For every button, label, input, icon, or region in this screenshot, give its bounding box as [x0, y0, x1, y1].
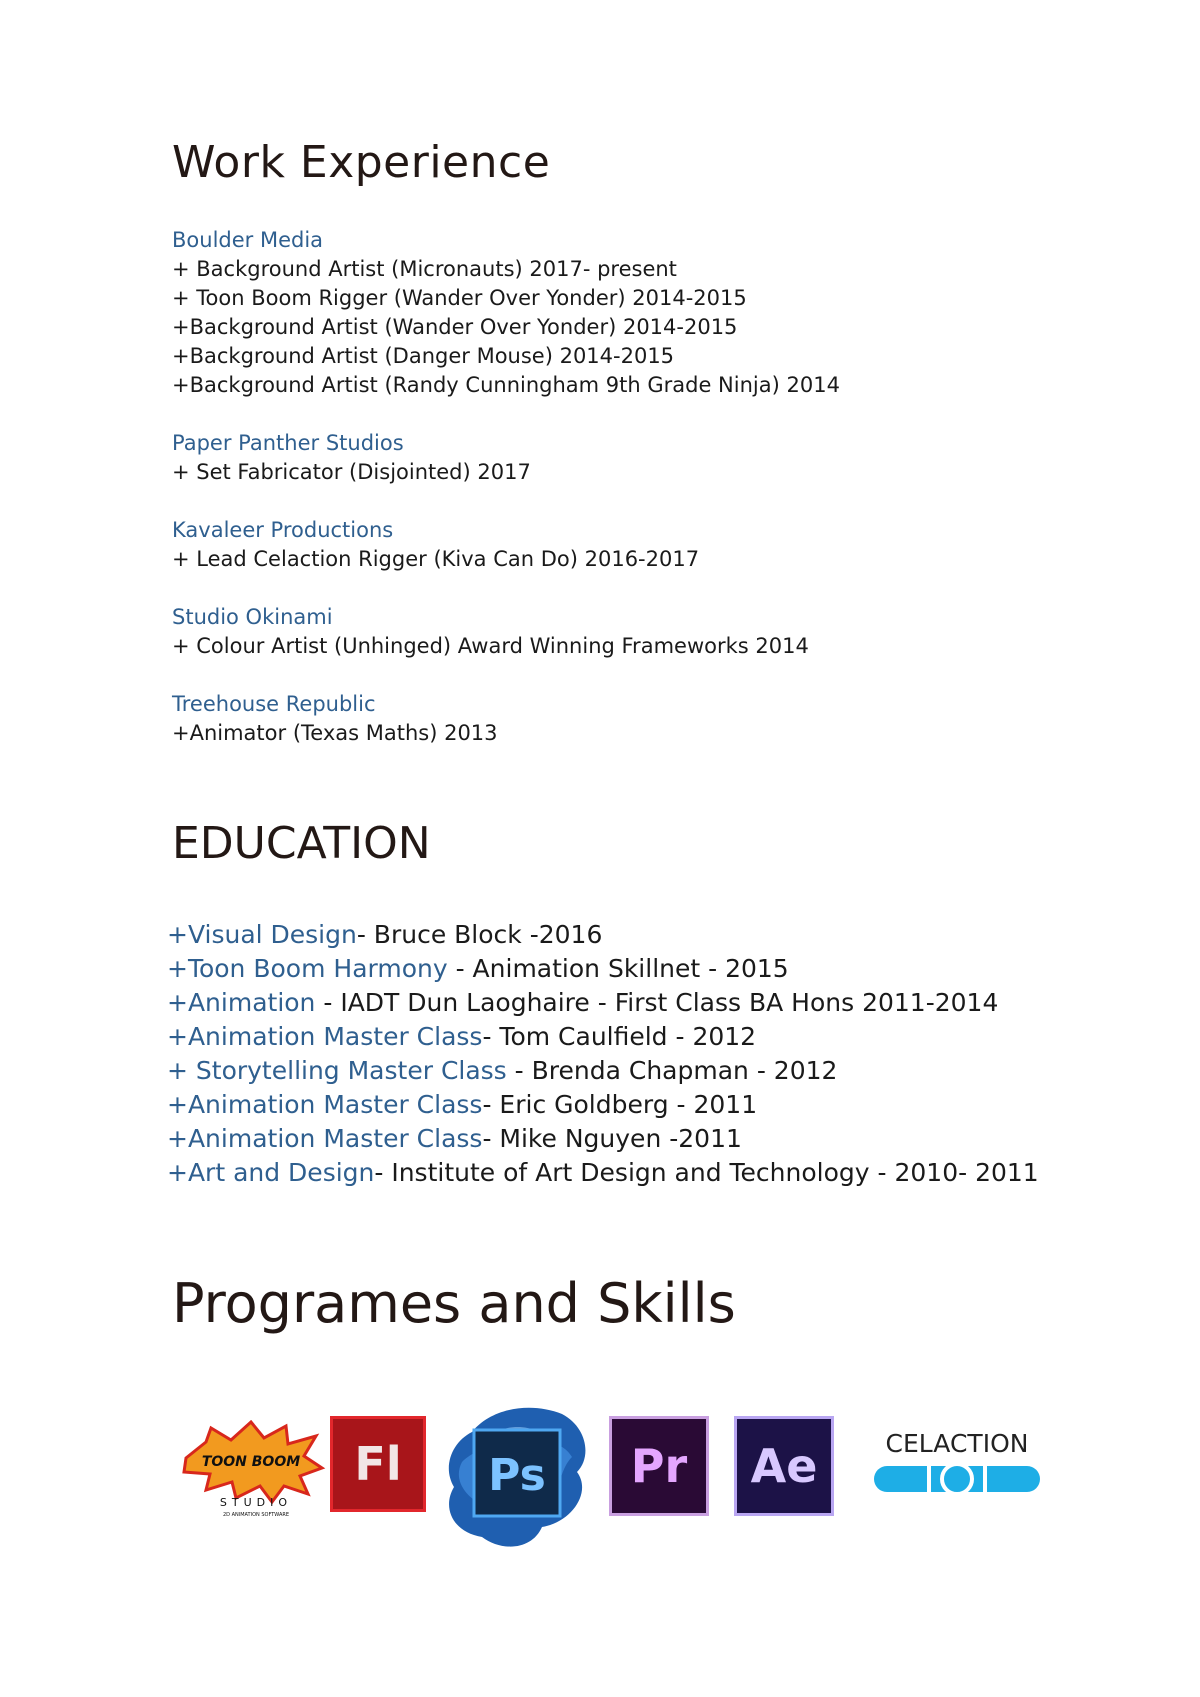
- company-name: Treehouse Republic: [172, 692, 376, 716]
- celaction-logo-text: CELACTION: [885, 1429, 1029, 1458]
- work-entry: [172, 603, 1072, 661]
- education-subject: +Visual Design: [167, 920, 357, 949]
- education-item: [167, 952, 1127, 986]
- toonboom-logo: [176, 1420, 326, 1520]
- role-line: +Animator (Texas Maths) 2013: [172, 721, 498, 745]
- education-item: [167, 1054, 1127, 1088]
- company-name: Paper Panther Studios: [172, 431, 404, 455]
- photoshop-logo-text: Ps: [488, 1450, 546, 1501]
- software-logos: [0, 1390, 1200, 1560]
- work-entry: [172, 226, 1072, 400]
- role-line: + Lead Celaction Rigger (Kiva Can Do) 2016-2017: [172, 547, 700, 571]
- role-line: + Colour Artist (Unhinged) Award Winning Frameworks 2014: [172, 634, 809, 658]
- premiere-logo: Pr: [609, 1416, 709, 1516]
- education-detail: - Tom Caulfield - 2012: [482, 1022, 757, 1051]
- education-subject: +Animation Master Class: [167, 1022, 483, 1051]
- education-subject: +Art and Design: [167, 1158, 375, 1187]
- company-name: Boulder Media: [172, 228, 324, 252]
- work-experience-list: [172, 226, 1072, 777]
- education-item: [167, 986, 1127, 1020]
- company-name: Kavaleer Productions: [172, 518, 394, 542]
- education-detail: - Bruce Block -2016: [356, 920, 603, 949]
- education-detail: - IADT Dun Laoghaire - First Class BA Hons 2011-2014: [315, 988, 999, 1017]
- toonboom-logo-text: TOON BOOM: [201, 1454, 301, 1470]
- role-line: +Background Artist (Wander Over Yonder) 2014-2015: [172, 315, 738, 339]
- role-line: +Background Artist (Danger Mouse) 2014-2015: [172, 344, 675, 368]
- education-subject: +Animation Master Class: [167, 1124, 483, 1153]
- company-name: Studio Okinami: [172, 605, 333, 629]
- role-line: + Toon Boom Rigger (Wander Over Yonder) 2014-2015: [172, 286, 747, 310]
- education-list: [167, 918, 1127, 1190]
- education-item: [167, 1020, 1127, 1054]
- toonboom-logo-studio: STUDIO: [219, 1496, 293, 1509]
- education-heading: EDUCATION: [172, 818, 431, 869]
- education-item: [167, 1122, 1127, 1156]
- work-entry: [172, 690, 1072, 748]
- education-detail: - Animation Skillnet - 2015: [447, 954, 789, 983]
- education-subject: +Animation Master Class: [167, 1090, 483, 1119]
- education-item: [167, 1156, 1127, 1190]
- celaction-logo: [872, 1428, 1042, 1498]
- aftereffects-logo: Ae: [734, 1416, 834, 1516]
- work-experience-heading: Work Experience: [172, 137, 551, 188]
- education-detail: - Mike Nguyen -2011: [482, 1124, 742, 1153]
- education-item: [167, 918, 1127, 952]
- toonboom-logo-sub: 2D ANIMATION SOFTWARE: [222, 1512, 290, 1518]
- education-subject: +Toon Boom Harmony: [167, 954, 448, 983]
- education-item: [167, 1088, 1127, 1122]
- role-line: + Set Fabricator (Disjointed) 2017: [172, 460, 531, 484]
- flash-logo: Fl: [330, 1416, 426, 1512]
- skills-heading: Programes and Skills: [172, 1272, 736, 1335]
- education-subject: +Animation: [167, 988, 316, 1017]
- role-line: + Background Artist (Micronauts) 2017- present: [172, 257, 677, 281]
- education-detail: - Eric Goldberg - 2011: [482, 1090, 758, 1119]
- education-detail: - Brenda Chapman - 2012: [506, 1056, 838, 1085]
- education-detail: - Institute of Art Design and Technology - 2010- 2011: [374, 1158, 1039, 1187]
- work-entry: [172, 429, 1072, 487]
- photoshop-logo: [442, 1402, 592, 1552]
- work-entry: [172, 516, 1072, 574]
- role-line: +Background Artist (Randy Cunningham 9th Grade Ninja) 2014: [172, 373, 840, 397]
- education-subject: + Storytelling Master Class: [167, 1056, 507, 1085]
